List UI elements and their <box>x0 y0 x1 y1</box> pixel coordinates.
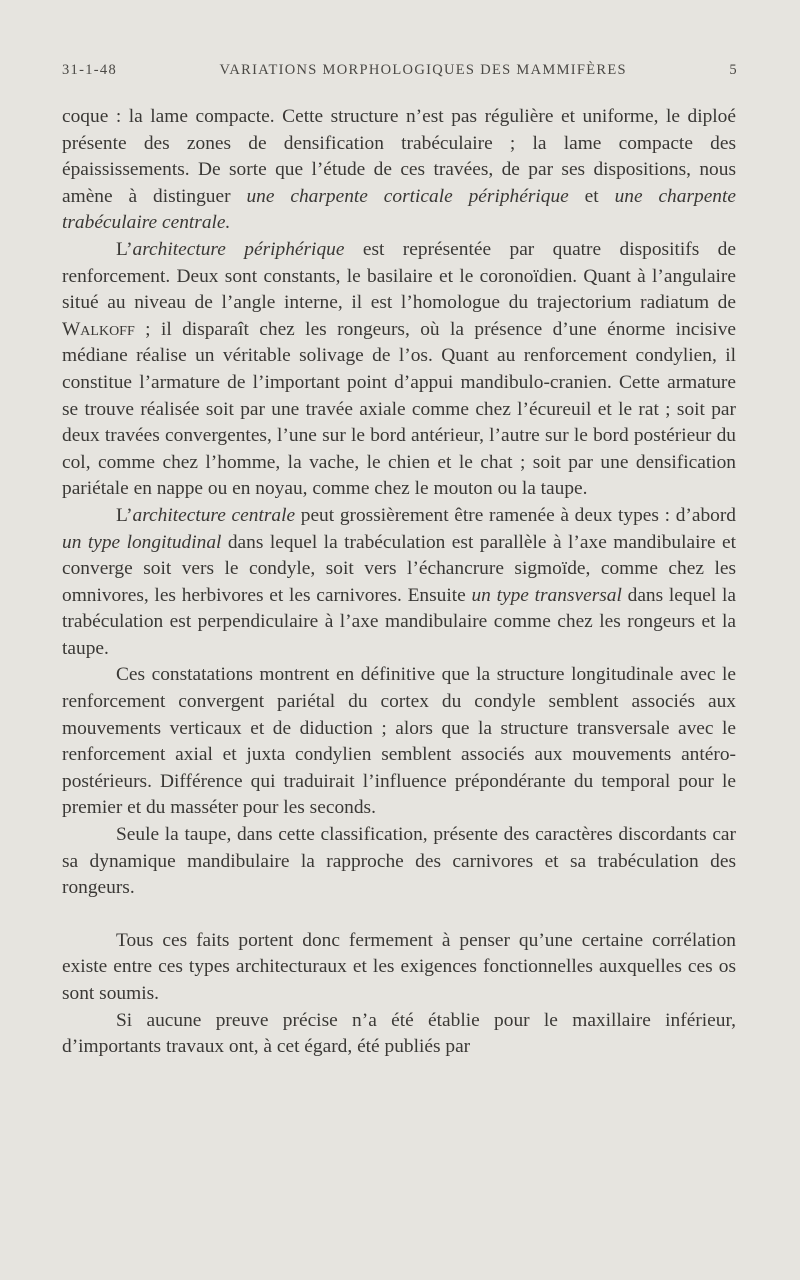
text-run: coque : la lame compacte. Cette structure n’est pas régulière et uniforme, le diploé présente des zones de densification trabéculaire ; la lame compacte des épaississements. De sorte que l’étude de ces travées, de par ses dispositions, nous amène à distinguer <box>62 106 736 207</box>
paragraph <box>62 928 736 1008</box>
paragraph <box>62 503 736 663</box>
text-run: dans lequel la trabéculation est perpendiculaire à l’axe mandibulaire comme chez les rongeurs et la taupe. <box>62 584 736 659</box>
text-run: Ces constatations montrent en définitive que la structure longitudinale avec le renforcement convergent pariétal du cortex du condyle semblent associés aux mouvements verticaux et de diduction ; alors que la structure transversale avec le renforcement axial et juxta condylien semblent associés aux mouvements antéro-postérieurs. Différence qui traduirait l’influence prépondérante du temporal pour le premier et du masséter pour les seconds. <box>62 664 736 819</box>
text-run: peut grossièrement être ramenée à deux types : d’abord <box>295 504 736 526</box>
author-name: Walkoff <box>62 318 135 340</box>
text-run: Seule la taupe, dans cette classification, présente des caractères discordants car sa dynamique mandibulaire la rapproche des carnivores et sa trabéculation des rongeurs. <box>62 824 736 899</box>
italic-text: une charpente corticale périphérique <box>246 185 569 207</box>
text-run: et <box>568 185 615 207</box>
text-run: ; il disparaît chez les rongeurs, où la présence d’une énorme incisive médiane réalise un véritable solivage de l’os. Quant au renforcement condylien, il constitue l’armature de l’important point d’appui mandibulo-cranien. Cette armature se trouve réalisée soit par une travée axiale comme chez l’écureuil et le rat ; soit par deux travées convergentes, l’une sur le bord antérieur, l’autre sur le bord postérieur du col, comme chez l’homme, la vache, le chien et le chat ; soit par une densification pariétale en nappe ou en noyau, comme chez le mouton ou la taupe. <box>62 318 736 500</box>
text-run: L’ <box>116 504 133 526</box>
paragraph <box>62 1008 736 1061</box>
body-text <box>62 104 736 1061</box>
text-run: dans lequel la trabéculation est parallèle à l’axe mandibulaire et converge soit vers le condyle, soit vers l’échancrure sigmoïde, comme chez les omnivores, les herbivores et les carnivores. Ensuite <box>62 531 737 606</box>
paragraph <box>62 822 736 902</box>
paragraph <box>62 237 736 503</box>
text-run: est représentée par quatre dispositifs de renforcement. Deux sont constants, le basilaire et le coronoïdien. Quant à l’angulaire situé au niveau de l’angle interne, il est l’homologue du trajectorium radiatum de <box>62 238 736 314</box>
italic-text: une charpente trabéculaire centrale. <box>62 185 736 234</box>
text-run: Tous ces faits portent donc fermement à penser qu’une certaine corrélation existe entre ces types architecturaux et les exigences fonctionnelles auxquelles ces os sont soumis. <box>62 929 736 1004</box>
italic-text: architecture périphérique <box>132 238 345 260</box>
paragraph <box>62 104 736 237</box>
paragraph <box>62 662 736 822</box>
page-number: 5 <box>729 62 738 78</box>
text-run: L’ <box>116 238 133 260</box>
italic-text: architecture centrale <box>132 504 296 526</box>
italic-text: un type longitudinal <box>62 531 222 553</box>
header-title: VARIATIONS MORPHOLOGIQUES DES MAMMIFÈRES <box>219 62 627 78</box>
header-date-code: 31-1-48 <box>62 62 118 78</box>
running-header <box>62 62 738 79</box>
italic-text: un type transversal <box>471 584 622 606</box>
text-run: Si aucune preuve précise n’a été établie pour le maxillaire inférieur, d’importants travaux ont, à cet égard, été publiés par <box>62 1009 736 1058</box>
